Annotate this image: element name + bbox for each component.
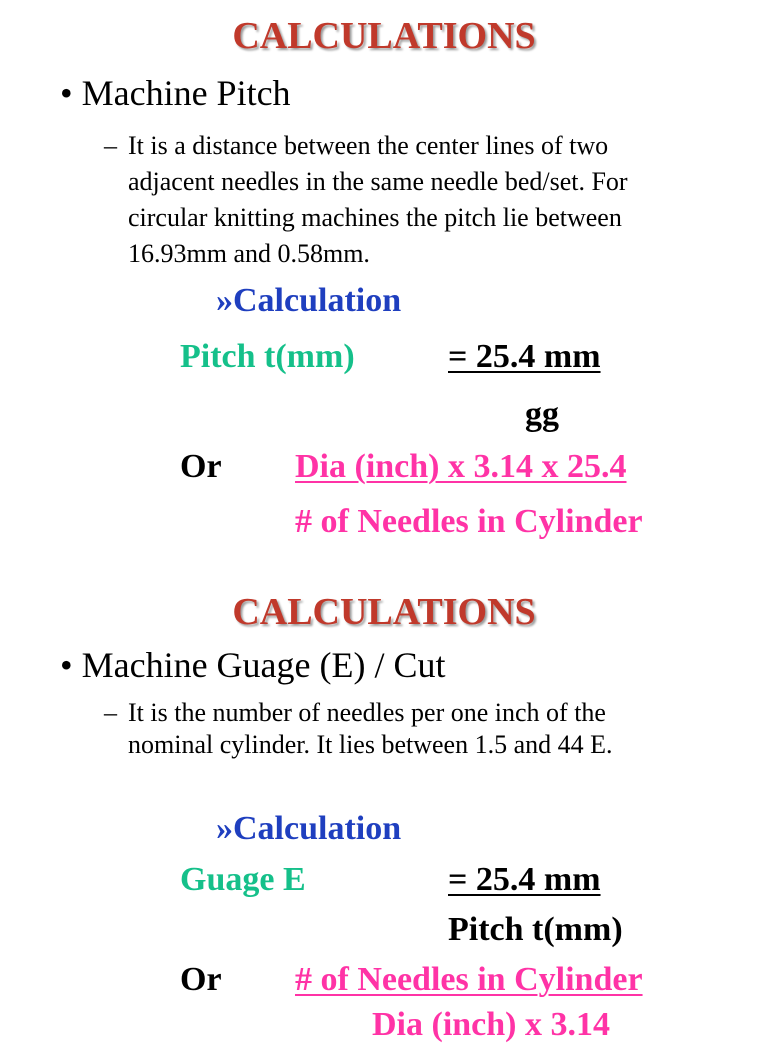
section1-alt-denominator: # of Needles in Cylinder — [295, 503, 643, 540]
section1-title: CALCULATIONS — [232, 15, 536, 57]
section2-formula-numerator: = 25.4 mm — [448, 861, 601, 898]
description-line: It is the number of needles per one inch of the — [128, 698, 606, 727]
section1-calculation-heading: »Calculation — [216, 282, 402, 319]
section1-bullet-item — [60, 72, 291, 114]
section2-alt-numerator: # of Needles in Cylinder — [295, 961, 643, 998]
section2-bullet-item — [60, 644, 446, 686]
section2-dash-marker: – — [104, 698, 117, 727]
section1-description — [128, 128, 628, 272]
section2-title: CALCULATIONS — [232, 591, 536, 633]
description-line: 16.93mm and 0.58mm. — [128, 239, 370, 268]
description-line: nominal cylinder. It lies between 1.5 and 44 E. — [128, 730, 613, 759]
section2-description — [128, 697, 613, 761]
section2-formula-label: Guage E — [180, 861, 306, 898]
section1-formula-denominator: gg — [525, 396, 559, 433]
section2-bullet-text: Machine Guage (E) / Cut — [81, 645, 446, 685]
section2-formula-denominator: Pitch t(mm) — [448, 911, 623, 948]
section1-formula-numerator: = 25.4 mm — [448, 338, 601, 375]
description-line: It is a distance between the center lines of two — [128, 131, 609, 160]
section1-bullet-text: Machine Pitch — [81, 73, 291, 113]
section2-alt-denominator-partial: Dia (inch) x 3.14 — [372, 1006, 610, 1043]
section1-or-label: Or — [180, 448, 222, 485]
section2-calculation-heading: »Calculation — [216, 810, 402, 847]
bullet-marker: • — [60, 645, 73, 685]
section1-alt-numerator: Dia (inch) x 3.14 x 25.4 — [295, 448, 627, 485]
description-line: circular knitting machines the pitch lie between — [128, 203, 622, 232]
bullet-marker: • — [60, 73, 73, 113]
section1-formula-label: Pitch t(mm) — [180, 338, 355, 375]
description-line: adjacent needles in the same needle bed/set. For — [128, 167, 628, 196]
section1-dash-marker: – — [104, 131, 117, 160]
section2-or-label: Or — [180, 961, 222, 998]
